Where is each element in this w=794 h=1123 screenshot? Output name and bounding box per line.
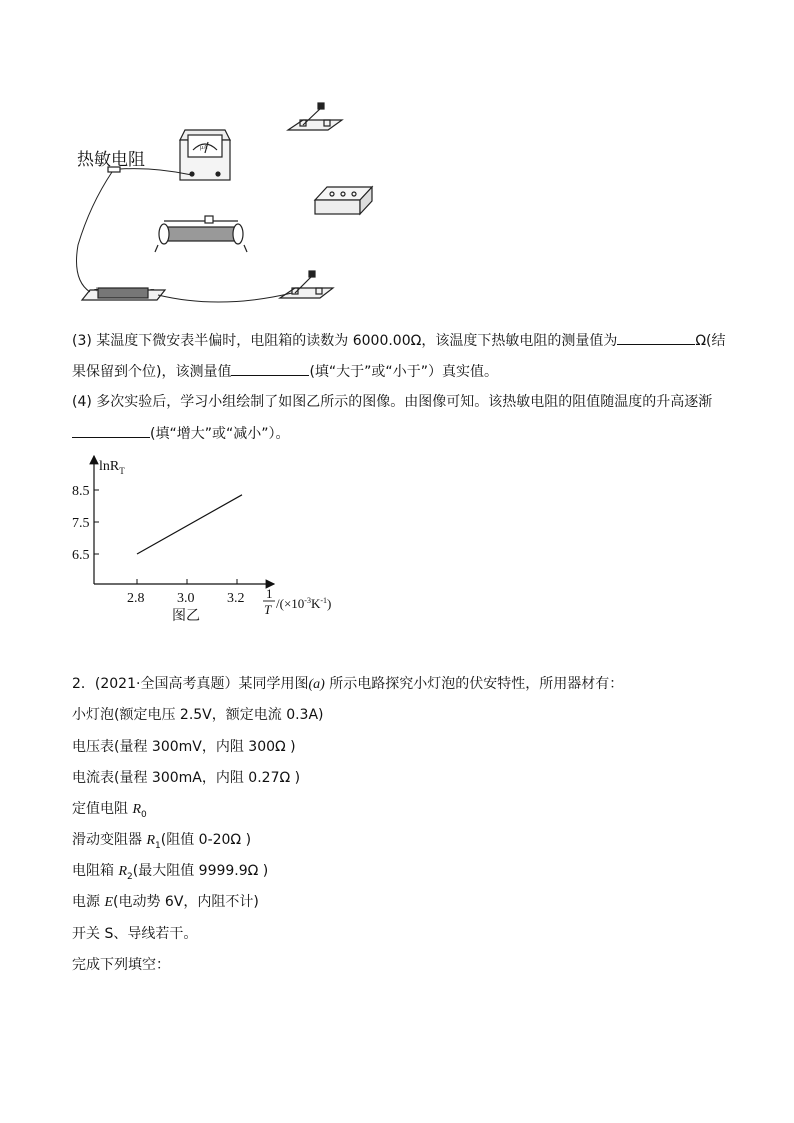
q2-header-text: 2．(2021·全国高考真题）某同学用图 [72,676,309,692]
chart-svg [60,448,370,633]
x-tick-label: 2.8 [127,591,145,606]
complete-prompt: 完成下列填空： [72,957,170,973]
apparatus-figure [60,95,380,320]
q2-header [72,674,623,695]
answer-blank-q4[interactable] [72,423,150,438]
switch-top [288,103,342,130]
resistance-box [315,187,372,214]
r1-sub: 1 [155,840,161,851]
r2-sub: 2 [127,871,133,882]
item-r2 [72,861,268,887]
q4-line2-text: (填“增大”或“减小”）。 [150,426,290,442]
answer-blank-q3b[interactable] [231,361,309,376]
graph-figure [60,448,370,633]
answer-blank-q3a[interactable] [617,330,695,345]
q2-figure-ref: (a) [308,677,325,692]
r2-symbol: R [118,864,128,879]
item-r1-text: 滑动变阻器 [72,832,147,848]
item-source-end: (电动势 6V，内阻不计) [113,894,259,910]
item-source [72,892,259,913]
q3-line2-text: 果保留到个位)，该测量值 [72,364,232,380]
svg-text:+: + [94,285,99,294]
series-line [137,495,242,554]
y-tick-label: 7.5 [72,516,90,531]
x-label-unit: $/(\times 10^{-3}K^{-1})$ [276,596,332,611]
item-ammeter: 电流表(量程 300mA，内阻 0.27Ω ) [72,770,301,786]
x-tick-label: 3.2 [227,591,245,606]
item-r1-end: (阻值 0-20Ω ) [160,832,252,848]
chart-caption: 图乙 [172,608,200,624]
q4-line1-text: (4) 多次实验后，学习小组绘制了如图乙所示的图像。由图像可知。该热敏电阻的阻值随温度的升高逐渐 [72,394,713,410]
battery [82,285,165,300]
q4-line2 [72,423,289,444]
e-symbol: E [104,895,114,910]
item-r0-text: 定值电阻 [72,801,133,817]
thermistor-label: 热敏电阻 [77,150,145,170]
item-r1 [72,830,251,856]
q2-header-end: 所示电路探究小灯泡的伏安特性，所用器材有： [324,676,624,692]
y-axis-label: lnR$_T$ [99,459,125,476]
item-r2-end: (最大阻值 9999.9Ω ) [132,863,269,879]
item-source-text: 电源 [72,894,105,910]
q3-line1 [72,330,726,351]
x-label-numerator: 1 [266,586,273,601]
rheostat [155,216,247,252]
q3-line1-end: Ω(结 [695,333,726,349]
microammeter [180,130,230,180]
x-tick-label: 3.0 [177,591,195,606]
item-switch: 开关 S、导线若干。 [72,926,198,942]
svg-text:μA: μA [200,145,208,151]
y-tick-label: 8.5 [72,484,90,499]
apparatus-drawing [60,95,380,320]
item-voltmeter: 电压表(量程 300mV，内阻 300Ω ) [72,739,296,755]
item-r0 [72,799,147,825]
q3-line1-text: (3) 某温度下微安表半偏时，电阻箱的读数为 6000.00Ω，该温度下热敏电阻的测量值为 [72,333,618,349]
q3-line2 [72,361,498,382]
x-label-denominator: T [264,602,272,617]
r0-sub: 0 [141,809,147,820]
item-r2-text: 电阻箱 [72,863,119,879]
q4-line1 [72,392,712,412]
q3-line2-end: (填“大于”或“小于”）真实值。 [309,364,498,380]
svg-text:−: − [150,285,155,294]
r1-symbol: R [146,833,156,848]
y-tick-label: 6.5 [72,548,90,563]
item-bulb: 小灯泡(额定电压 2.5V，额定电流 0.3A) [72,707,324,723]
r0-symbol: R [132,802,142,817]
